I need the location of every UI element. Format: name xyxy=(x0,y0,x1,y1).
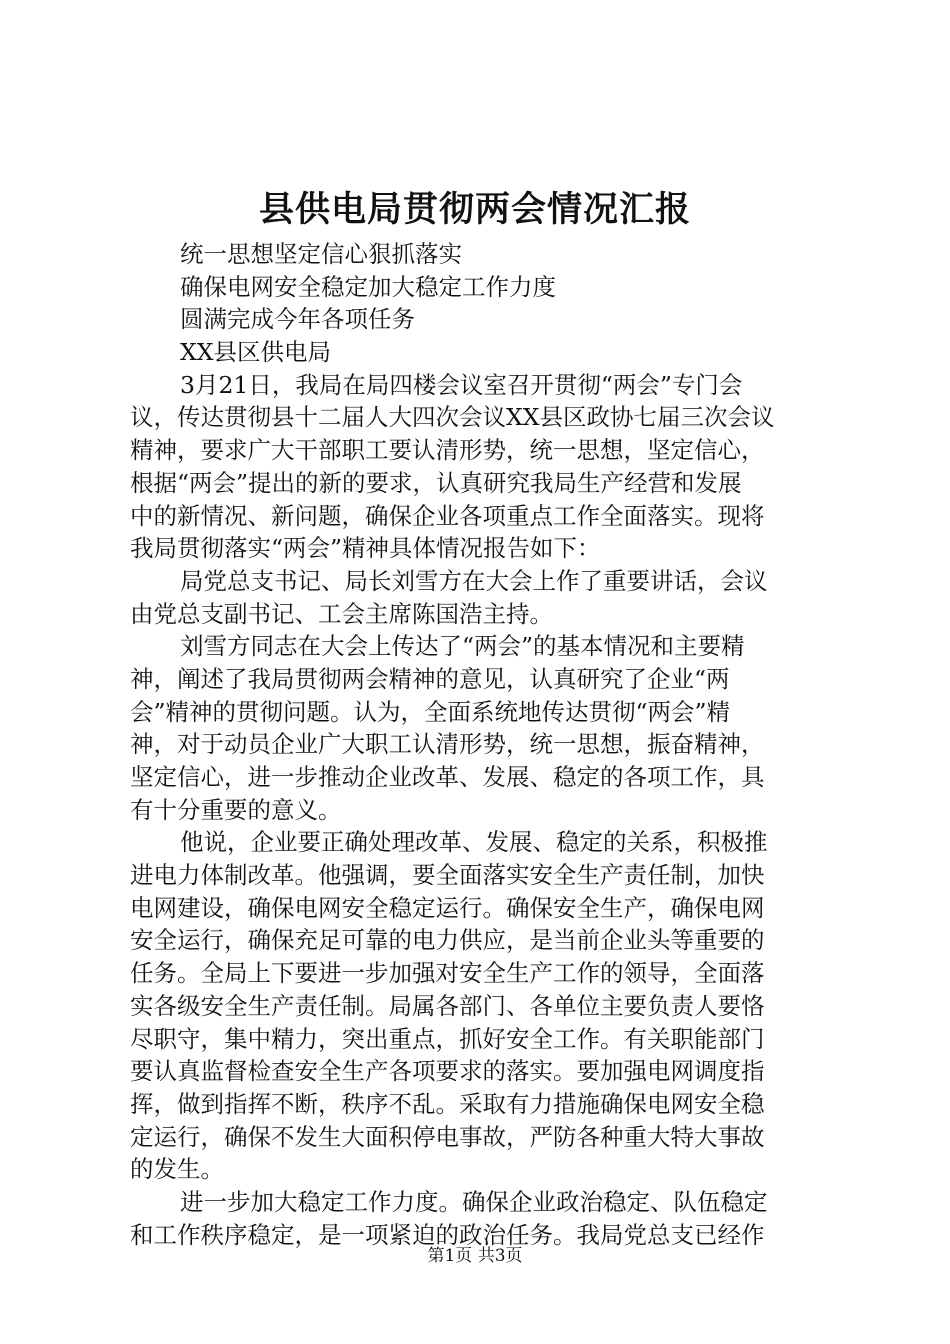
text-line: 要认真监督检查安全生产各项要求的落实。要加强电网调度指 xyxy=(130,1057,765,1086)
text-line: 根据“两会”提出的新的要求，认真研究我局生产经营和发展 xyxy=(130,468,742,497)
text-line: 确保电网安全稳定加大稳定工作力度 xyxy=(180,272,556,301)
text-line: 统一思想坚定信心狠抓落实 xyxy=(180,240,462,268)
text-line: 电网建设，确保电网安全稳定运行。确保安全生产，确保电网 xyxy=(130,893,765,922)
document-title: 县供电局贯彻两会情况汇报 xyxy=(258,189,691,230)
text-line: 3月21日，我局在局四楼会议室召开贯彻“两会”专门会 xyxy=(180,370,743,399)
text-line: 中的新情况、新问题，确保企业各项重点工作全面落实。现将 xyxy=(130,501,765,530)
text-line: 刘雪方同志在大会上传达了“两会”的基本情况和主要精 xyxy=(180,632,745,661)
text-line: 神，对于动员企业广大职工认清形势，统一思想，振奋精神， xyxy=(130,730,765,759)
text-line: 定运行，确保不发生大面积停电事故，严防各种重大特大事故 xyxy=(130,1122,765,1151)
text-line: 尽职守，集中精力，突出重点，抓好安全工作。有关职能部门 xyxy=(130,1024,765,1053)
text-line: 神，阐述了我局贯彻两会精神的意见，认真研究了企业“两 xyxy=(130,664,730,693)
document-body xyxy=(130,238,830,1251)
text-line: 进一步加大稳定工作力度。确保企业政治稳定、队伍稳定 xyxy=(180,1187,768,1216)
text-line: XX县区供电局 xyxy=(180,338,331,367)
text-line: 局党总支书记、局长刘雪方在大会上作了重要讲话，会议 xyxy=(180,566,768,595)
text-line: 和工作秩序稳定，是一项紧迫的政治任务。我局党总支已经作 xyxy=(130,1220,765,1249)
text-line: 的发生。 xyxy=(130,1155,224,1184)
text-line: 议，传达贯彻县十二届人大四次会议XX县区政协七届三次会议 xyxy=(130,403,775,432)
text-line: 由党总支副书记、工会主席陈国浩主持。 xyxy=(130,599,553,628)
text-line: 会”精神的贯彻问题。认为，全面系统地传达贯彻“两会”精 xyxy=(130,697,731,726)
page-footer: 第1页 共3页 xyxy=(427,1246,523,1266)
text-line: 安全运行，确保充足可靠的电力供应，是当前企业头等重要的 xyxy=(130,926,765,955)
text-line: 他说，企业要正确处理改革、发展、稳定的关系，积极推 xyxy=(180,828,768,857)
text-line: 进电力体制改革。他强调，要全面落实安全生产责任制，加快 xyxy=(130,861,765,890)
text-line: 坚定信心，进一步推动企业改革、发展、稳定的各项工作，具 xyxy=(130,763,765,791)
text-line: 我局贯彻落实“两会”精神具体情况报告如下： xyxy=(130,534,601,563)
text-line: 实各级安全生产责任制。局属各部门、各单位主要负责人要恪 xyxy=(130,991,765,1020)
text-line: 圆满完成今年各项任务 xyxy=(180,305,415,334)
text-line: 有十分重要的意义。 xyxy=(130,795,342,824)
text-line: 任务。全局上下要进一步加强对安全生产工作的领导，全面落 xyxy=(130,959,765,988)
text-line: 挥，做到指挥不断，秩序不乱。采取有力措施确保电网安全稳 xyxy=(130,1089,765,1118)
text-line: 精神，要求广大干部职工要认清形势，统一思想，坚定信心， xyxy=(130,436,765,465)
